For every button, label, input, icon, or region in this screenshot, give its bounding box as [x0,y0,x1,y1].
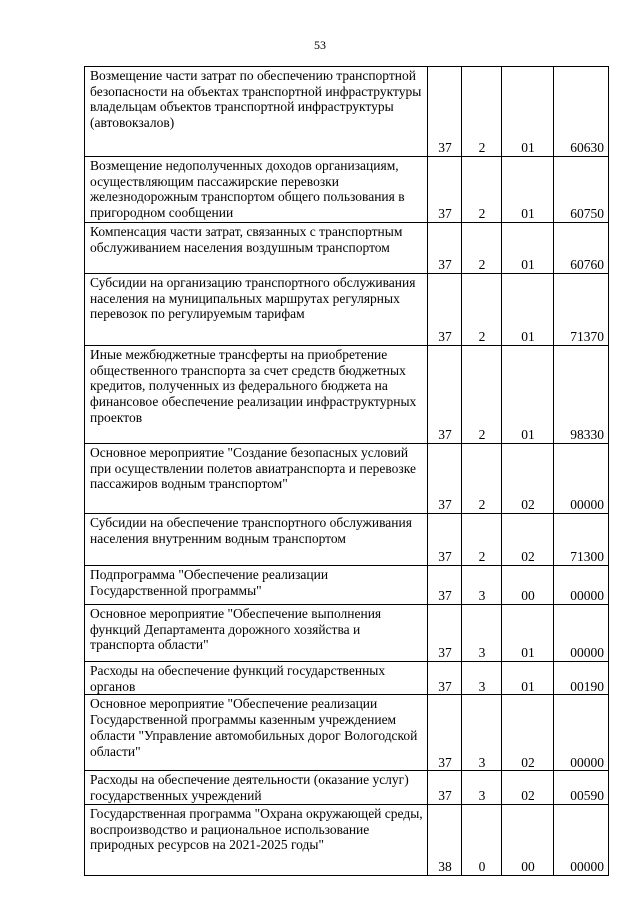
table-row [85,695,609,771]
row-code-3-cell: 01 [502,223,554,274]
row-name-cell: Компенсация части затрат, связанных с транспортным обслуживанием населения воздушным транспортом [85,223,428,274]
row-code-1-cell: 37 [428,346,462,444]
table-body [85,67,609,876]
row-code-3-cell: 01 [502,157,554,223]
table-row [85,274,609,346]
table-row [85,804,609,875]
row-name-cell: Иные межбюджетные трансферты на приобретение общественного транспорта за счет средств бюджетных кредитов, полученных из федерального бюджета на финансовое обеспечение реализации инфраструктурных проектов [85,346,428,444]
row-code-3-cell: 02 [502,771,554,804]
row-code-2-cell: 3 [462,605,502,662]
row-name-cell: Возмещение части затрат по обеспечению транспортной безопасности на объектах транспортной инфраструктуры владельцам объектов транспортной инфраструктуры (автовокзалов) [85,67,428,157]
row-code-2-cell: 2 [462,223,502,274]
row-name-cell: Расходы на обеспечение деятельности (оказание услуг) государственных учреждений [85,771,428,804]
row-code-2-cell: 0 [462,804,502,875]
row-code-1-cell: 37 [428,157,462,223]
row-code-1-cell: 38 [428,804,462,875]
row-code-1-cell: 37 [428,695,462,771]
row-code-2-cell: 3 [462,566,502,605]
table-row [85,157,609,223]
row-name-cell: Подпрограмма "Обеспечение реализации Государственной программы" [85,566,428,605]
row-code-1-cell: 37 [428,605,462,662]
row-code-4-cell: 60630 [554,67,609,157]
row-code-4-cell: 00000 [554,444,609,514]
row-code-1-cell: 37 [428,566,462,605]
row-name-cell: Основное мероприятие "Обеспечение выполнения функций Департамента дорожного хозяйства и транспорта области" [85,605,428,662]
row-code-1-cell: 37 [428,67,462,157]
row-code-1-cell: 37 [428,662,462,695]
row-code-1-cell: 37 [428,274,462,346]
row-code-3-cell: 01 [502,662,554,695]
table-row [85,223,609,274]
row-code-3-cell: 00 [502,566,554,605]
row-code-3-cell: 01 [502,67,554,157]
table-row [85,771,609,804]
row-code-1-cell: 37 [428,771,462,804]
row-code-3-cell: 00 [502,804,554,875]
table-row [85,514,609,566]
row-code-4-cell: 00590 [554,771,609,804]
row-code-4-cell: 71300 [554,514,609,566]
row-code-4-cell: 00190 [554,662,609,695]
row-code-2-cell: 2 [462,274,502,346]
row-code-2-cell: 2 [462,346,502,444]
table-row [85,662,609,695]
row-name-cell: Субсидии на обеспечение транспортного обслуживания населения внутренним водным транспортом [85,514,428,566]
row-name-cell: Возмещение недополученных доходов организациям, осуществляющим пассажирские перевозки железнодорожным транспортом общего пользования в пригородном сообщении [85,157,428,223]
row-name-cell: Расходы на обеспечение функций государственных органов [85,662,428,695]
row-code-3-cell: 02 [502,695,554,771]
row-code-2-cell: 2 [462,444,502,514]
row-code-4-cell: 71370 [554,274,609,346]
row-name-cell: Государственная программа "Охрана окружающей среды, воспроизводство и рациональное использование природных ресурсов на 2021-2025 годы" [85,804,428,875]
row-code-3-cell: 01 [502,605,554,662]
row-code-2-cell: 3 [462,662,502,695]
row-code-3-cell: 02 [502,444,554,514]
table-row [85,67,609,157]
row-code-4-cell: 00000 [554,695,609,771]
row-code-2-cell: 2 [462,157,502,223]
row-code-4-cell: 60760 [554,223,609,274]
row-code-3-cell: 01 [502,274,554,346]
row-code-3-cell: 01 [502,346,554,444]
table-row [85,444,609,514]
row-code-2-cell: 3 [462,771,502,804]
row-code-4-cell: 00000 [554,804,609,875]
row-name-cell: Основное мероприятие "Создание безопасных условий при осуществлении полетов авиатранспорта и перевозке пассажиров водным транспортом" [85,444,428,514]
row-name-cell: Основное мероприятие "Обеспечение реализации Государственной программы казенным учреждением области "Управление автомобильных дорог Вологодской области" [85,695,428,771]
row-code-4-cell: 00000 [554,605,609,662]
row-code-2-cell: 2 [462,514,502,566]
row-code-3-cell: 02 [502,514,554,566]
row-code-4-cell: 00000 [554,566,609,605]
table-row [85,566,609,605]
row-code-1-cell: 37 [428,514,462,566]
table-row [85,605,609,662]
table-row [85,346,609,444]
row-code-4-cell: 98330 [554,346,609,444]
row-code-4-cell: 60750 [554,157,609,223]
row-code-1-cell: 37 [428,444,462,514]
page-number: 53 [314,38,326,52]
row-code-1-cell: 37 [428,223,462,274]
row-code-2-cell: 3 [462,695,502,771]
row-code-2-cell: 2 [462,67,502,157]
budget-classification-table [84,66,609,876]
row-name-cell: Субсидии на организацию транспортного обслуживания населения на муниципальных маршрутах регулярных перевозок по регулируемым тарифам [85,274,428,346]
